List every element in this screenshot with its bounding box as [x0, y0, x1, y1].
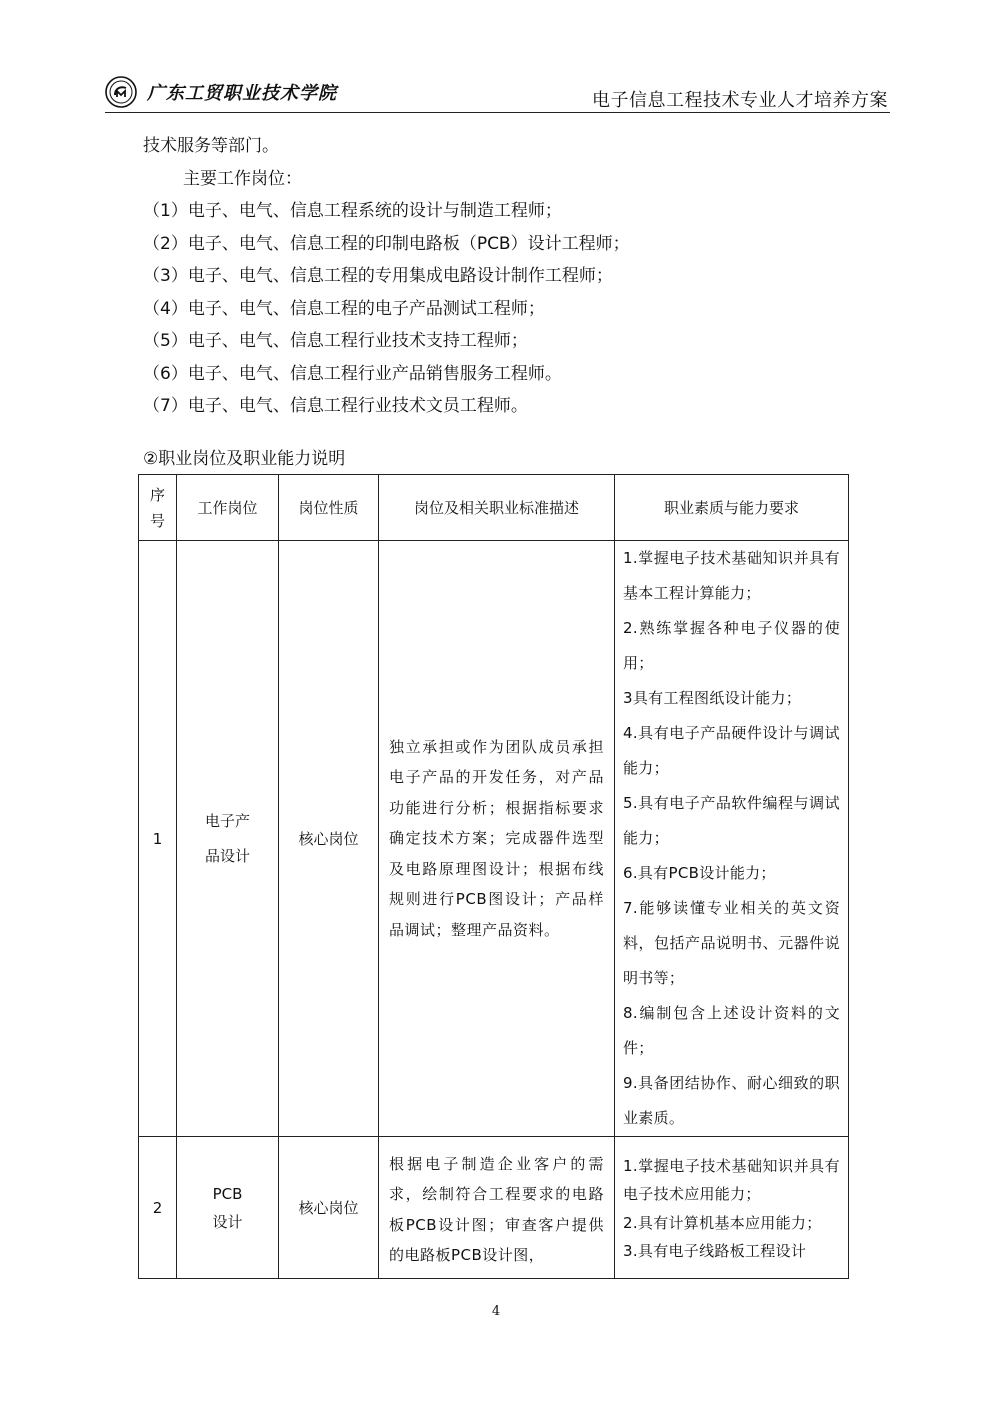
row-no: 2 — [139, 1137, 177, 1279]
header-no-line1: 序 — [149, 485, 165, 504]
paragraph-line: 技术服务等部门。 — [143, 136, 279, 156]
list-item: （3）电子、电气、信息工程的专用集成电路设计制作工程师； — [143, 266, 613, 286]
header-nature: 岗位性质 — [279, 475, 379, 541]
req-item: 2.具有计算机基本应用能力； — [623, 1213, 822, 1232]
row-desc: 独立承担或作为团队成员承担电子产品的开发任务，对产品功能进行分析；根据指标要求确定技术方案；完成器件选型及电路原理图设计；根据布线规则进行PCB图设计；产品样品调试；整理产品资料。 — [379, 541, 615, 1137]
req-item: 3.具有电子线路板工程设计 — [623, 1242, 807, 1260]
req-item: 3具有工程图纸设计能力； — [623, 689, 802, 707]
school-seal-icon — [105, 76, 137, 108]
table-row — [139, 1137, 849, 1279]
row-post — [177, 1137, 279, 1279]
row-nature: 核心岗位 — [279, 541, 379, 1137]
req-item: 9.具备团结协作、耐心细致的职业素质。 — [623, 1074, 840, 1127]
req-item: 7.能够读懂专业相关的英文资料，包括产品说明书、元器件说明书等； — [623, 899, 840, 987]
row-post — [177, 541, 279, 1137]
row-reqs — [615, 541, 849, 1137]
school-name: 广东工贸职业技术学院 — [147, 83, 337, 104]
job-positions-table — [138, 474, 849, 1279]
row-post-line2: 设计 — [212, 1212, 243, 1231]
req-item: 8.编制包含上述设计资料的文件； — [623, 1004, 840, 1057]
document-title: 电子信息工程技术专业人才培养方案 — [592, 90, 888, 111]
header-no — [139, 475, 177, 541]
page-number: 4 — [491, 1304, 501, 1319]
row-post-line1: PCB — [212, 1184, 243, 1203]
list-item: （2）电子、电气、信息工程的印制电路板（PCB）设计工程师； — [143, 233, 630, 254]
header-post: 工作岗位 — [177, 475, 279, 541]
req-item: 4.具有电子产品硬件设计与调试能力； — [623, 724, 840, 777]
table-row — [139, 541, 849, 1137]
list-item: （6）电子、电气、信息工程行业产品销售服务工程师。 — [143, 363, 562, 384]
row-no: 1 — [139, 541, 177, 1137]
header-desc: 岗位及相关职业标准描述 — [379, 475, 615, 541]
row-post-line1: 电子产 — [204, 811, 250, 830]
page-header — [105, 70, 890, 113]
school-logo — [105, 76, 337, 108]
row-nature: 核心岗位 — [279, 1137, 379, 1279]
body-text — [143, 130, 863, 423]
list-item: （7）电子、电气、信息工程行业技术文员工程师。 — [143, 396, 528, 416]
section-title: ②职业岗位及职业能力说明 — [143, 449, 346, 469]
row-desc: 根据电子制造企业客户的需求，绘制符合工程要求的电路板PCB设计图；审查客户提供的电路板PCB设计图， — [379, 1137, 615, 1279]
req-item: 2.熟练掌握各种电子仪器的使用； — [623, 619, 840, 672]
req-item: 6.具有PCB设计能力； — [623, 864, 776, 882]
table-header-row — [139, 475, 849, 541]
list-item: （1）电子、电气、信息工程系统的设计与制造工程师； — [143, 201, 562, 221]
list-item: （5）电子、电气、信息工程行业技术支持工程师； — [143, 331, 528, 351]
list-item: （4）电子、电气、信息工程的电子产品测试工程师； — [143, 298, 545, 319]
row-post-line2: 品设计 — [204, 846, 250, 865]
req-item: 1.掌握电子技术基础知识并具有基本工程计算能力； — [623, 549, 840, 602]
req-item: 5.具有电子产品软件编程与调试能力； — [623, 794, 840, 847]
header-req: 职业素质与能力要求 — [615, 475, 849, 541]
paragraph-line: 主要工作岗位： — [183, 168, 302, 189]
req-item: 1.掌握电子技术基础知识并具有电子技术应用能力； — [623, 1156, 840, 1203]
row-reqs — [615, 1137, 849, 1279]
header-no-line2: 号 — [149, 511, 165, 530]
